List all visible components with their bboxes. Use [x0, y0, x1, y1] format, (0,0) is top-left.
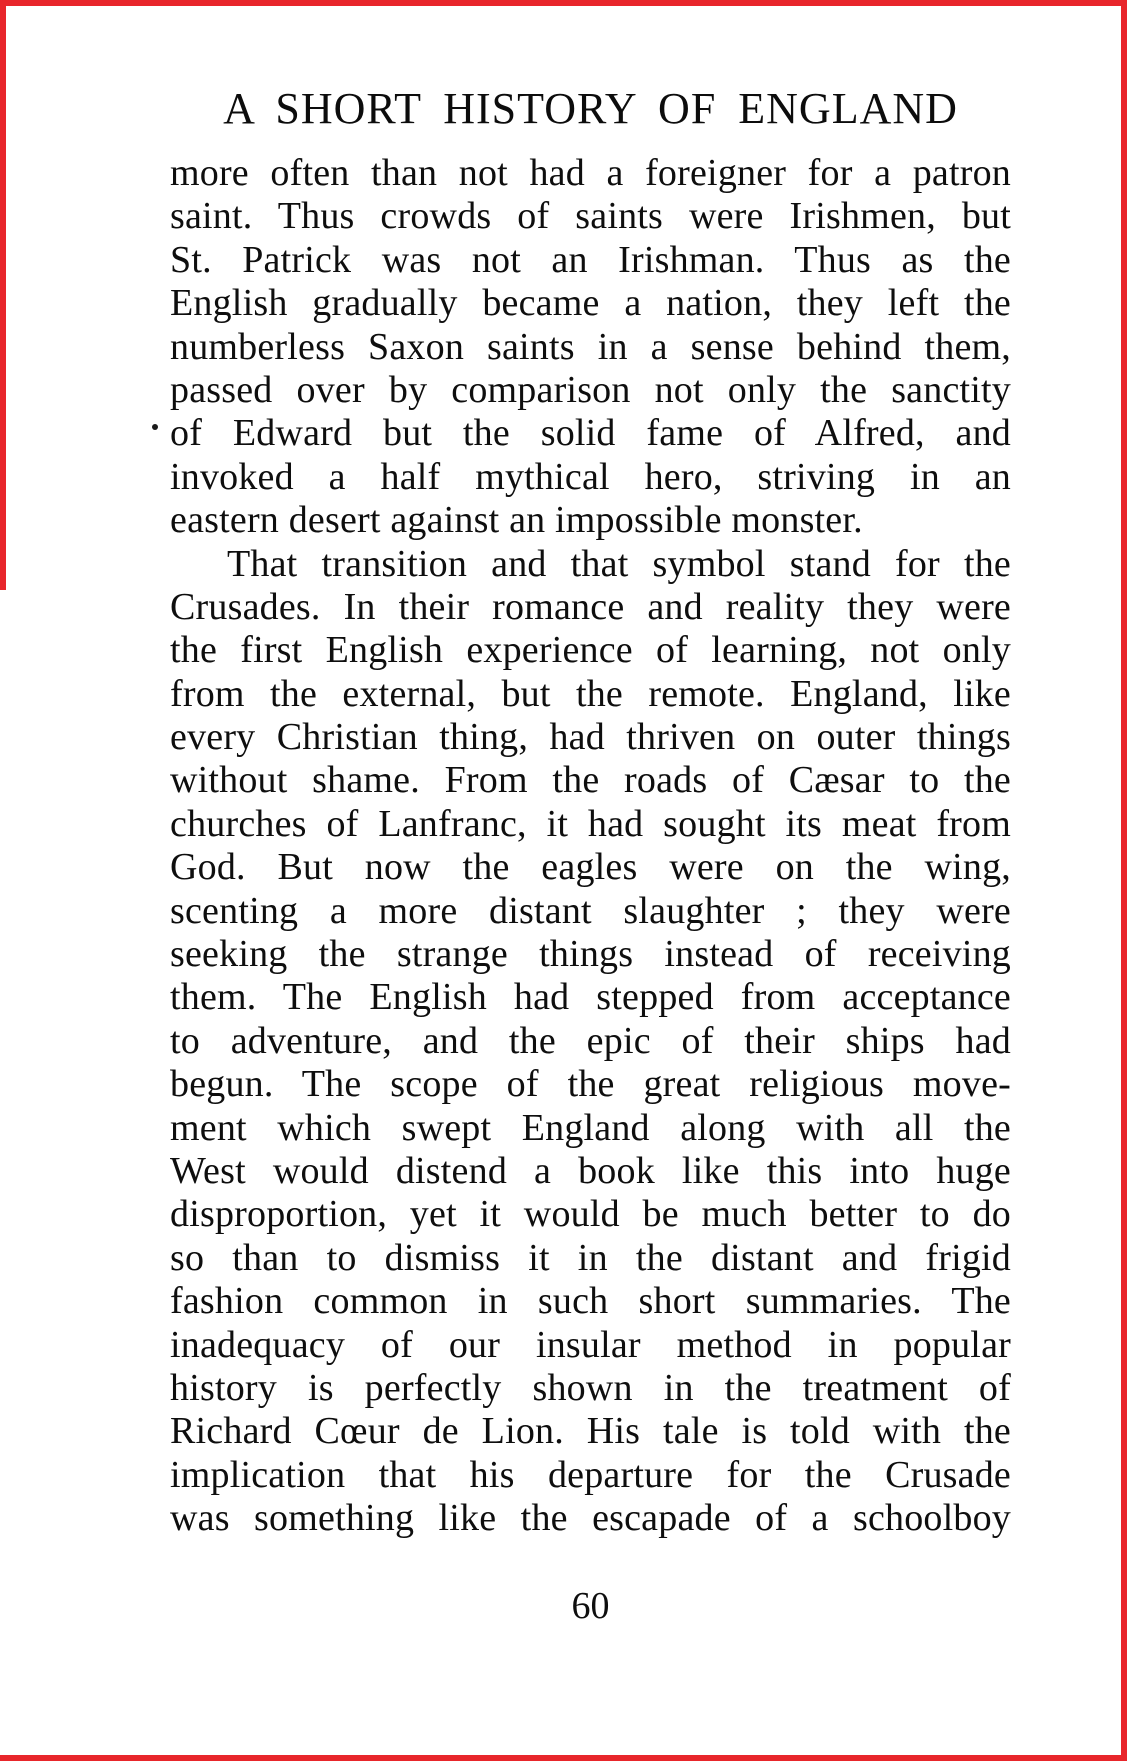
red-edge-top [0, 0, 1127, 6]
text-line: fashion common in such short summaries. The [170, 1280, 1011, 1323]
text-line: numberless Saxon saints in a sense behind them, [170, 325, 1011, 368]
text-line: of Edward but the solid fame of Alfred, and [170, 412, 1011, 455]
text-line: St. Patrick was not an Irishman. Thus as the [170, 238, 1011, 281]
text-line: God. But now the eagles were on the wing, [170, 846, 1011, 889]
text-line: history is perfectly shown in the treatment of [170, 1366, 1011, 1409]
text-line: the first English experience of learning, not only [170, 629, 1011, 672]
body-text [170, 152, 1011, 1541]
text-line: scenting a more distant slaughter ; they were [170, 889, 1011, 932]
red-edge-left [0, 0, 6, 590]
text-line: more often than not had a foreigner for a patron [170, 152, 1011, 194]
red-edge-bottom [0, 1755, 1127, 1761]
text-line: them. The English had stepped from acceptance [170, 976, 1011, 1019]
text-line: invoked a half mythical hero, striving in an [170, 455, 1011, 498]
text-line: churches of Lanfranc, it had sought its meat from [170, 802, 1011, 845]
text-line: implication that his departure for the Crusade [170, 1453, 1011, 1496]
page-number: 60 [571, 1585, 610, 1627]
text-line: every Christian thing, had thriven on outer things [170, 716, 1011, 759]
page-title: A SHORT HISTORY OF ENGLAND [223, 84, 958, 133]
text-line: That transition and that symbol stand for the [227, 542, 1011, 585]
text-line: eastern desert against an impossible monster. [170, 499, 863, 542]
red-edge-right [1121, 0, 1127, 1761]
text-line: inadequacy of our insular method in popular [170, 1323, 1011, 1366]
text-line: was something like the escapade of a schoolboy [170, 1497, 1011, 1540]
text-line: Richard Cœur de Lion. His tale is told with the [170, 1410, 1011, 1453]
text-line: seeking the strange things instead of receiving [170, 933, 1011, 976]
text-line: ment which swept England along with all the [170, 1106, 1011, 1149]
text-line: English gradually became a nation, they left the [170, 282, 1011, 325]
text-line: Crusades. In their romance and reality they were [170, 585, 1011, 628]
text-line: West would distend a book like this into huge [170, 1149, 1011, 1192]
text-line: disproportion, yet it would be much better to do [170, 1193, 1011, 1236]
text-line: to adventure, and the epic of their ships had [170, 1019, 1011, 1062]
ink-speck [152, 424, 158, 430]
text-line: saint. Thus crowds of saints were Irishmen, but [170, 195, 1011, 238]
text-line: so than to dismiss it in the distant and frigid [170, 1236, 1011, 1279]
text-line: without shame. From the roads of Cæsar to the [170, 759, 1011, 802]
text-line: passed over by comparison not only the sanctity [170, 368, 1011, 411]
text-line: from the external, but the remote. England, like [170, 672, 1011, 715]
text-line: begun. The scope of the great religious move- [170, 1063, 1011, 1106]
